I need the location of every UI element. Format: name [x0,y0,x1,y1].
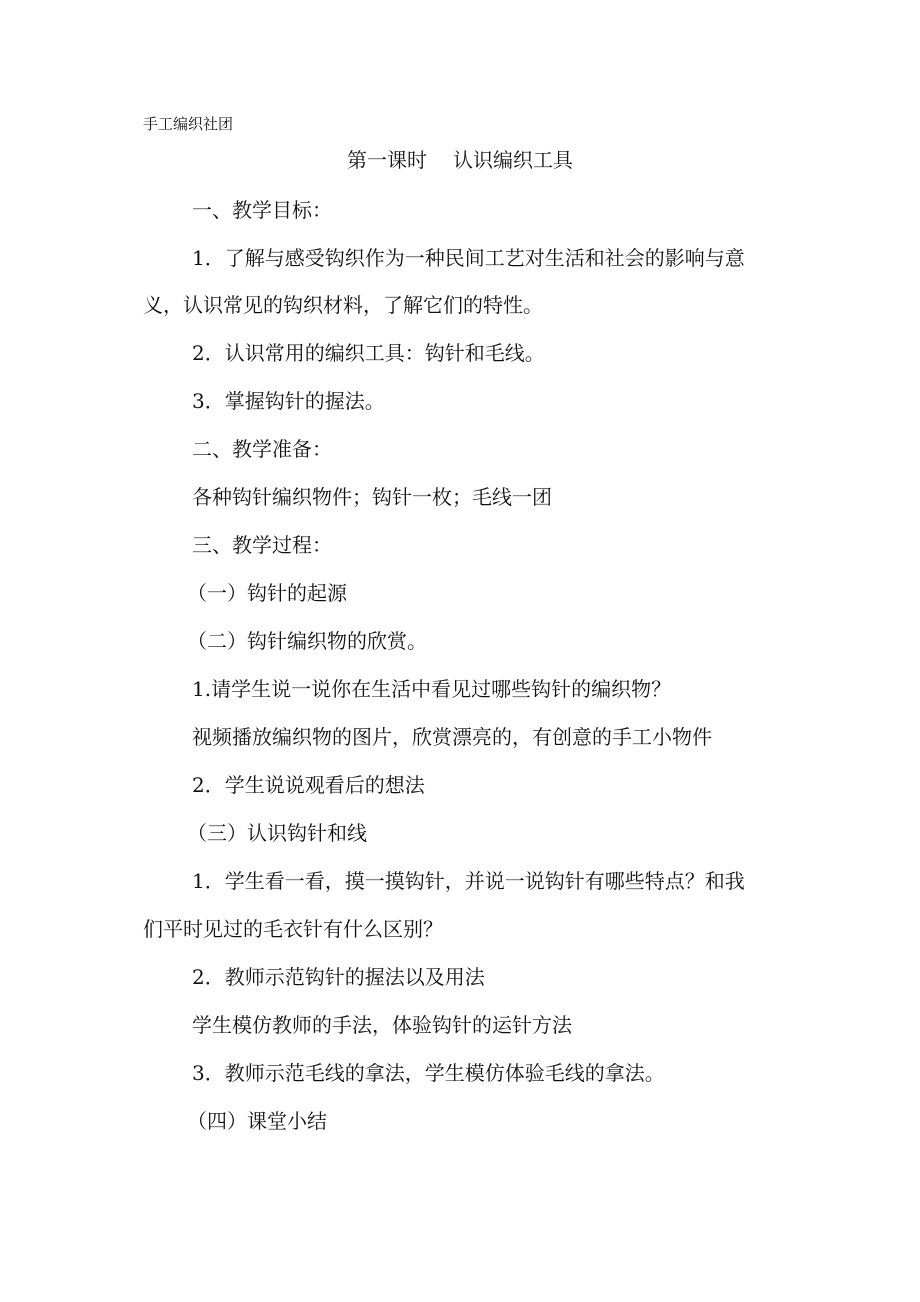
lesson-title [0,146,920,174]
step-2-video-note: 视频播放编织物的图片，欣赏漂亮的，有创意的手工小物件 [192,725,712,749]
process-step-4-heading: （四）课堂小结 [187,1109,327,1133]
step-2-item-1: 1.请学生说一说你在生活中看见过哪些钩针的编织物？ [192,677,672,701]
step-3-imitation-note: 学生模仿教师的手法，体验钩针的运针方法 [192,1013,572,1037]
step-3-item-1-line-1: 1．学生看一看，摸一摸钩针，并说一说钩针有哪些特点？和我 [192,869,745,893]
section-objectives-heading: 一、教学目标： [192,198,332,222]
section-preparation-heading: 二、教学准备： [192,437,332,461]
lesson-topic: 认识编织工具 [453,148,573,172]
process-step-2-heading: （二）钩针编织物的欣赏。 [187,629,427,653]
document-header: 手工编织社团 [143,115,234,133]
step-3-item-3: 3．教师示范毛线的拿法，学生模仿体验毛线的拿法。 [192,1061,665,1085]
objective-1-line-1: 1．了解与感受钩织作为一种民间工艺对生活和社会的影响与意 [192,246,745,270]
preparation-materials: 各种钩针编织物件；钩针一枚；毛线一团 [192,485,552,509]
section-process-heading: 三、教学过程： [192,533,332,557]
lesson-number: 第一课时 [347,148,427,172]
objective-1-line-2: 义，认识常见的钩织材料，了解它们的特性。 [143,293,543,317]
step-2-item-2: 2．学生说说观看后的想法 [192,773,425,797]
objective-2: 2．认识常用的编织工具：钩针和毛线。 [192,341,545,365]
objective-3: 3．掌握钩针的握法。 [192,389,385,413]
step-3-item-2: 2．教师示范钩针的握法以及用法 [192,965,485,989]
process-step-3-heading: （三）认识钩针和线 [187,821,367,845]
step-3-item-1-line-2: 们平时见过的毛衣针有什么区别？ [143,917,443,941]
process-step-1-heading: （一）钩针的起源 [187,581,347,605]
